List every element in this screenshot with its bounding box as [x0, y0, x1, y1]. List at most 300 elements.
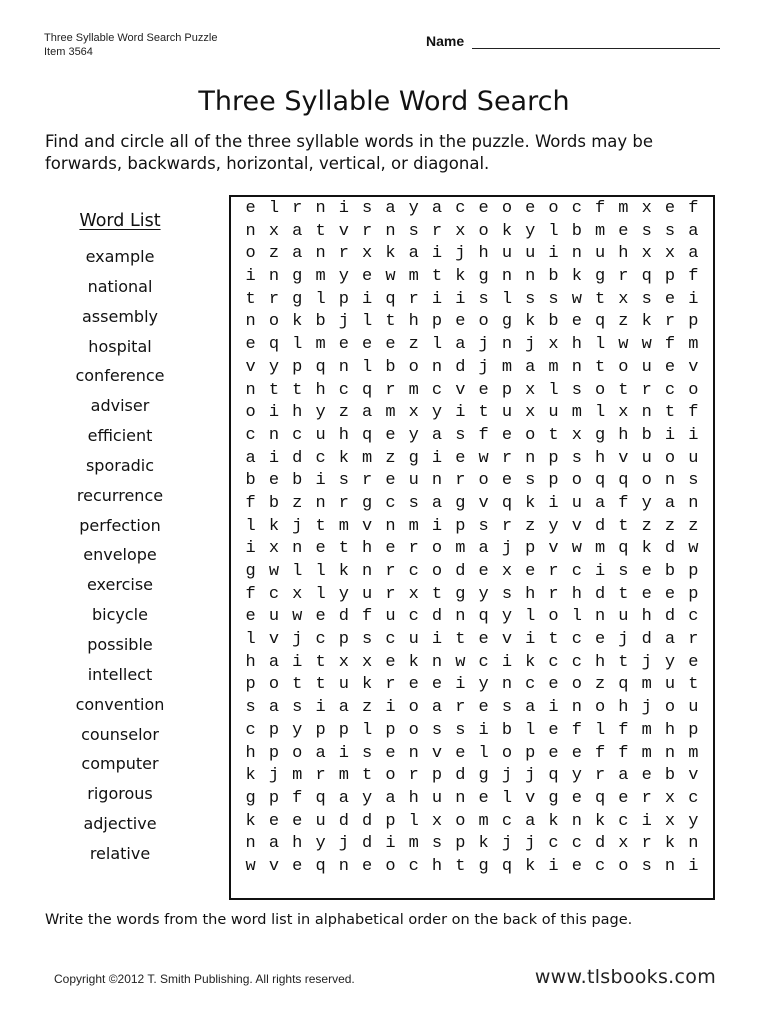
grid-letter[interactable]: e [664, 584, 676, 604]
grid-letter[interactable]: e [362, 856, 373, 876]
grid-letter[interactable]: t [455, 630, 466, 650]
grid-letter[interactable]: c [571, 199, 582, 218]
grid-letter[interactable]: m [688, 335, 699, 355]
grid-letter[interactable]: o [408, 357, 419, 377]
grid-letter[interactable]: r [501, 516, 513, 536]
grid-letter[interactable]: p [245, 675, 256, 695]
grid-letter[interactable]: e [385, 471, 396, 491]
grid-letter[interactable]: t [431, 267, 443, 287]
grid-letter[interactable]: o [408, 698, 419, 718]
grid-letter[interactable]: s [571, 448, 582, 468]
grid-letter[interactable]: s [618, 562, 629, 581]
grid-letter[interactable]: c [408, 562, 419, 581]
grid-letter[interactable]: j [501, 539, 513, 559]
grid-letter[interactable]: c [688, 607, 699, 627]
grid-letter[interactable]: v [455, 380, 466, 400]
grid-letter[interactable]: p [688, 720, 699, 740]
grid-letter[interactable]: w [641, 335, 652, 355]
grid-letter[interactable]: g [408, 448, 419, 468]
grid-letter[interactable]: u [641, 357, 652, 377]
grid-letter[interactable]: d [664, 607, 676, 627]
grid-letter[interactable]: o [571, 471, 582, 491]
grid-letter[interactable]: s [525, 471, 536, 491]
grid-letter[interactable]: k [525, 652, 536, 672]
grid-letter[interactable]: j [478, 335, 489, 355]
grid-letter[interactable]: k [385, 244, 396, 264]
grid-letter[interactable]: q [595, 312, 606, 332]
grid-letter[interactable]: e [408, 675, 419, 695]
grid-letter[interactable]: g [245, 788, 256, 808]
grid-letter[interactable]: i [501, 652, 513, 672]
grid-letter[interactable]: i [245, 539, 256, 559]
grid-letter[interactable]: e [385, 652, 396, 672]
grid-letter[interactable]: h [618, 425, 629, 445]
grid-letter[interactable]: d [455, 766, 466, 786]
grid-letter[interactable]: a [595, 493, 606, 513]
grid-letter[interactable]: k [268, 516, 280, 536]
grid-letter[interactable]: m [408, 834, 419, 854]
grid-letter[interactable]: t [618, 584, 629, 604]
grid-letter[interactable]: r [338, 244, 349, 264]
grid-letter[interactable]: z [641, 516, 652, 536]
grid-letter[interactable]: e [664, 199, 676, 218]
grid-letter[interactable]: o [595, 698, 606, 718]
grid-letter[interactable]: f [664, 335, 676, 355]
grid-letter[interactable]: i [525, 630, 536, 650]
grid-letter[interactable]: e [431, 675, 443, 695]
grid-letter[interactable]: y [338, 267, 349, 287]
grid-letter[interactable]: a [688, 244, 699, 264]
grid-letter[interactable]: j [618, 630, 629, 650]
grid-letter[interactable]: r [431, 221, 443, 241]
grid-letter[interactable]: h [362, 539, 373, 559]
grid-letter[interactable]: a [431, 199, 443, 218]
grid-letter[interactable]: h [618, 244, 629, 264]
grid-letter[interactable]: f [688, 403, 699, 423]
grid-letter[interactable]: f [688, 267, 699, 287]
grid-letter[interactable]: a [664, 630, 676, 650]
grid-letter[interactable]: t [292, 675, 303, 695]
grid-letter[interactable]: c [245, 720, 256, 740]
grid-letter[interactable]: l [362, 720, 373, 740]
grid-letter[interactable]: g [245, 562, 256, 581]
grid-letter[interactable]: u [431, 788, 443, 808]
grid-letter[interactable]: e [595, 630, 606, 650]
grid-letter[interactable]: e [641, 562, 652, 581]
grid-letter[interactable]: m [408, 380, 419, 400]
grid-letter[interactable]: k [525, 493, 536, 513]
grid-letter[interactable]: u [315, 811, 326, 831]
grid-letter[interactable]: i [455, 675, 466, 695]
grid-letter[interactable]: p [548, 448, 559, 468]
grid-letter[interactable]: e [501, 425, 513, 445]
grid-letter[interactable]: q [618, 539, 629, 559]
grid-letter[interactable]: u [315, 425, 326, 445]
grid-letter[interactable]: u [688, 448, 699, 468]
grid-letter[interactable]: c [478, 652, 489, 672]
grid-letter[interactable]: j [525, 834, 536, 854]
grid-letter[interactable]: c [385, 630, 396, 650]
grid-letter[interactable]: j [501, 834, 513, 854]
grid-letter[interactable]: x [641, 244, 652, 264]
grid-letter[interactable]: r [385, 584, 396, 604]
grid-letter[interactable]: o [664, 698, 676, 718]
grid-letter[interactable]: a [431, 493, 443, 513]
grid-letter[interactable]: j [525, 335, 536, 355]
grid-letter[interactable]: l [595, 403, 606, 423]
grid-letter[interactable]: a [292, 244, 303, 264]
grid-letter[interactable]: l [245, 516, 256, 536]
grid-letter[interactable]: y [408, 199, 419, 218]
grid-letter[interactable]: s [501, 698, 513, 718]
grid-letter[interactable]: z [338, 403, 349, 423]
grid-letter[interactable]: i [664, 425, 676, 445]
grid-letter[interactable]: n [455, 607, 466, 627]
grid-letter[interactable]: r [362, 471, 373, 491]
grid-letter[interactable]: e [385, 425, 396, 445]
grid-letter[interactable]: z [292, 493, 303, 513]
grid-letter[interactable]: g [595, 425, 606, 445]
grid-letter[interactable]: q [362, 425, 373, 445]
grid-letter[interactable]: h [338, 425, 349, 445]
grid-letter[interactable]: b [664, 562, 676, 581]
grid-letter[interactable]: j [641, 698, 652, 718]
grid-letter[interactable]: e [501, 471, 513, 491]
grid-letter[interactable]: b [385, 357, 396, 377]
grid-letter[interactable]: t [618, 652, 629, 672]
grid-letter[interactable]: k [525, 312, 536, 332]
grid-letter[interactable]: v [268, 856, 280, 876]
grid-letter[interactable]: h [408, 788, 419, 808]
grid-letter[interactable]: v [362, 516, 373, 536]
grid-letter[interactable]: o [688, 380, 699, 400]
grid-letter[interactable]: q [548, 766, 559, 786]
grid-letter[interactable]: t [245, 289, 256, 309]
grid-letter[interactable]: m [362, 448, 373, 468]
grid-letter[interactable]: e [362, 267, 373, 287]
grid-letter[interactable]: m [338, 766, 349, 786]
grid-letter[interactable]: r [688, 630, 699, 650]
grid-letter[interactable]: h [245, 652, 256, 672]
grid-letter[interactable]: n [431, 471, 443, 491]
grid-letter[interactable]: f [245, 584, 256, 604]
grid-letter[interactable]: p [315, 720, 326, 740]
grid-letter[interactable]: w [571, 289, 582, 309]
grid-letter[interactable]: r [501, 448, 513, 468]
grid-letter[interactable]: r [664, 312, 676, 332]
grid-letter[interactable]: i [431, 516, 443, 536]
grid-letter[interactable]: o [385, 766, 396, 786]
grid-letter[interactable]: d [595, 584, 606, 604]
grid-letter[interactable]: g [362, 493, 373, 513]
grid-letter[interactable]: h [595, 652, 606, 672]
grid-letter[interactable]: x [525, 380, 536, 400]
grid-letter[interactable]: a [664, 493, 676, 513]
grid-letter[interactable]: a [268, 834, 280, 854]
grid-letter[interactable]: m [478, 811, 489, 831]
grid-letter[interactable]: b [315, 312, 326, 332]
grid-letter[interactable]: y [641, 493, 652, 513]
grid-letter[interactable]: i [338, 199, 349, 218]
grid-letter[interactable]: a [688, 221, 699, 241]
grid-letter[interactable]: m [641, 675, 652, 695]
grid-letter[interactable]: q [478, 607, 489, 627]
grid-letter[interactable]: p [688, 562, 699, 581]
grid-letter[interactable]: m [292, 766, 303, 786]
grid-letter[interactable]: e [478, 380, 489, 400]
grid-letter[interactable]: f [595, 743, 606, 763]
grid-letter[interactable]: e [455, 312, 466, 332]
grid-letter[interactable]: p [338, 289, 349, 309]
grid-letter[interactable]: n [315, 199, 326, 218]
grid-letter[interactable]: j [501, 766, 513, 786]
grid-letter[interactable]: y [431, 403, 443, 423]
grid-letter[interactable]: t [431, 584, 443, 604]
grid-letter[interactable]: e [478, 562, 489, 581]
grid-letter[interactable]: h [245, 743, 256, 763]
grid-letter[interactable]: m [501, 357, 513, 377]
grid-letter[interactable]: r [315, 766, 326, 786]
grid-letter[interactable]: e [664, 289, 676, 309]
grid-letter[interactable]: c [315, 630, 326, 650]
grid-letter[interactable]: f [245, 493, 256, 513]
grid-letter[interactable]: a [455, 335, 466, 355]
grid-letter[interactable]: e [362, 335, 373, 355]
grid-letter[interactable]: y [501, 607, 513, 627]
grid-letter[interactable]: j [338, 312, 349, 332]
grid-letter[interactable]: x [362, 244, 373, 264]
grid-letter[interactable]: s [688, 471, 699, 491]
grid-letter[interactable]: o [548, 199, 559, 218]
grid-letter[interactable]: e [548, 675, 559, 695]
grid-letter[interactable]: e [315, 607, 326, 627]
grid-letter[interactable]: y [315, 834, 326, 854]
grid-letter[interactable]: u [688, 698, 699, 718]
grid-letter[interactable]: o [571, 675, 582, 695]
grid-letter[interactable]: k [641, 312, 652, 332]
grid-letter[interactable]: g [478, 766, 489, 786]
grid-letter[interactable]: k [455, 267, 466, 287]
grid-letter[interactable]: i [688, 289, 699, 309]
grid-letter[interactable]: b [641, 425, 652, 445]
grid-letter[interactable]: n [338, 856, 349, 876]
grid-letter[interactable]: p [338, 630, 349, 650]
grid-letter[interactable]: m [338, 516, 349, 536]
grid-letter[interactable]: q [641, 267, 652, 287]
grid-letter[interactable]: a [268, 698, 280, 718]
grid-letter[interactable]: o [501, 199, 513, 218]
grid-letter[interactable]: e [292, 811, 303, 831]
grid-letter[interactable]: x [664, 244, 676, 264]
grid-letter[interactable]: q [501, 856, 513, 876]
grid-letter[interactable]: c [571, 630, 582, 650]
grid-letter[interactable]: i [385, 698, 396, 718]
grid-letter[interactable]: d [362, 811, 373, 831]
grid-letter[interactable]: n [245, 380, 256, 400]
grid-letter[interactable]: a [618, 766, 629, 786]
grid-letter[interactable]: h [664, 720, 676, 740]
grid-letter[interactable]: x [408, 584, 419, 604]
grid-letter[interactable]: c [268, 584, 280, 604]
grid-letter[interactable]: t [455, 856, 466, 876]
grid-letter[interactable]: q [315, 788, 326, 808]
grid-letter[interactable]: z [595, 675, 606, 695]
grid-letter[interactable]: b [268, 493, 280, 513]
grid-letter[interactable]: n [431, 652, 443, 672]
grid-letter[interactable]: p [688, 584, 699, 604]
grid-letter[interactable]: i [431, 244, 443, 264]
grid-letter[interactable]: w [385, 267, 396, 287]
grid-letter[interactable]: n [501, 267, 513, 287]
grid-letter[interactable]: p [525, 743, 536, 763]
grid-letter[interactable]: l [478, 743, 489, 763]
grid-letter[interactable]: a [385, 199, 396, 218]
grid-letter[interactable]: s [245, 698, 256, 718]
grid-letter[interactable]: w [478, 448, 489, 468]
grid-letter[interactable]: c [688, 788, 699, 808]
grid-letter[interactable]: p [688, 312, 699, 332]
grid-letter[interactable]: b [245, 471, 256, 491]
grid-letter[interactable]: a [525, 698, 536, 718]
grid-letter[interactable]: x [431, 811, 443, 831]
grid-letter[interactable]: u [595, 244, 606, 264]
grid-letter[interactable]: o [292, 743, 303, 763]
grid-letter[interactable]: i [315, 698, 326, 718]
grid-letter[interactable]: i [292, 652, 303, 672]
grid-letter[interactable]: o [664, 448, 676, 468]
grid-letter[interactable]: b [548, 267, 559, 287]
grid-letter[interactable]: w [455, 652, 466, 672]
grid-letter[interactable]: x [571, 425, 582, 445]
grid-letter[interactable]: f [362, 607, 373, 627]
grid-letter[interactable]: e [478, 788, 489, 808]
grid-letter[interactable]: q [618, 675, 629, 695]
grid-letter[interactable]: i [338, 743, 349, 763]
grid-letter[interactable]: r [641, 380, 652, 400]
grid-letter[interactable]: s [455, 720, 466, 740]
grid-letter[interactable]: y [408, 425, 419, 445]
grid-letter[interactable]: b [501, 720, 513, 740]
grid-letter[interactable]: v [548, 539, 559, 559]
grid-letter[interactable]: m [595, 221, 606, 241]
grid-letter[interactable]: u [338, 675, 349, 695]
grid-letter[interactable]: s [641, 289, 652, 309]
grid-letter[interactable]: i [478, 720, 489, 740]
grid-letter[interactable]: c [571, 652, 582, 672]
grid-letter[interactable]: e [525, 562, 536, 581]
grid-letter[interactable]: x [455, 221, 466, 241]
grid-letter[interactable]: t [688, 675, 699, 695]
grid-letter[interactable]: y [362, 788, 373, 808]
grid-letter[interactable]: y [688, 811, 699, 831]
grid-letter[interactable]: w [571, 539, 582, 559]
grid-letter[interactable]: i [268, 403, 280, 423]
grid-letter[interactable]: c [548, 652, 559, 672]
grid-letter[interactable]: z [408, 335, 419, 355]
grid-letter[interactable]: t [385, 312, 396, 332]
grid-letter[interactable]: i [688, 425, 699, 445]
grid-letter[interactable]: o [501, 743, 513, 763]
grid-letter[interactable]: n [268, 425, 280, 445]
grid-letter[interactable]: t [664, 403, 676, 423]
grid-letter[interactable]: s [525, 289, 536, 309]
grid-letter[interactable]: z [525, 516, 536, 536]
grid-letter[interactable]: c [431, 380, 443, 400]
grid-letter[interactable]: c [571, 562, 582, 581]
grid-letter[interactable]: p [385, 811, 396, 831]
grid-letter[interactable]: a [525, 357, 536, 377]
grid-letter[interactable]: e [571, 788, 582, 808]
grid-letter[interactable]: a [292, 221, 303, 241]
grid-letter[interactable]: k [245, 811, 256, 831]
grid-letter[interactable]: e [478, 630, 489, 650]
grid-letter[interactable]: a [338, 698, 349, 718]
grid-letter[interactable]: a [525, 811, 536, 831]
grid-letter[interactable]: e [664, 357, 676, 377]
grid-letter[interactable]: q [595, 788, 606, 808]
grid-letter[interactable]: j [525, 766, 536, 786]
grid-letter[interactable]: a [362, 403, 373, 423]
grid-letter[interactable]: e [268, 811, 280, 831]
grid-letter[interactable]: n [385, 221, 396, 241]
grid-letter[interactable]: x [664, 811, 676, 831]
grid-letter[interactable]: k [595, 811, 606, 831]
grid-letter[interactable]: u [618, 607, 629, 627]
grid-letter[interactable]: j [338, 834, 349, 854]
grid-letter[interactable]: f [595, 199, 606, 218]
grid-letter[interactable]: d [338, 607, 349, 627]
grid-letter[interactable]: q [362, 380, 373, 400]
grid-letter[interactable]: u [525, 244, 536, 264]
grid-letter[interactable]: h [315, 380, 326, 400]
grid-letter[interactable]: n [245, 834, 256, 854]
grid-letter[interactable]: m [618, 199, 629, 218]
grid-letter[interactable]: x [362, 652, 373, 672]
grid-letter[interactable]: p [268, 788, 280, 808]
grid-letter[interactable]: p [455, 516, 466, 536]
grid-letter[interactable]: k [245, 766, 256, 786]
grid-letter[interactable]: u [408, 471, 419, 491]
grid-letter[interactable]: i [431, 289, 443, 309]
grid-letter[interactable]: x [501, 562, 513, 581]
grid-letter[interactable]: i [455, 403, 466, 423]
grid-letter[interactable]: e [618, 788, 629, 808]
grid-letter[interactable]: w [268, 562, 280, 581]
grid-letter[interactable]: v [571, 516, 582, 536]
grid-letter[interactable]: o [408, 720, 419, 740]
grid-letter[interactable]: n [245, 221, 256, 241]
grid-letter[interactable]: x [292, 584, 303, 604]
grid-letter[interactable]: i [641, 811, 652, 831]
grid-letter[interactable]: w [245, 856, 256, 876]
grid-letter[interactable]: a [245, 448, 256, 468]
grid-letter[interactable]: c [245, 425, 256, 445]
grid-letter[interactable]: w [688, 539, 699, 559]
grid-letter[interactable]: k [664, 834, 676, 854]
grid-letter[interactable]: s [338, 471, 349, 491]
grid-letter[interactable]: o [478, 471, 489, 491]
grid-letter[interactable]: q [385, 289, 396, 309]
grid-letter[interactable]: l [245, 630, 256, 650]
grid-letter[interactable]: e [688, 652, 699, 672]
grid-letter[interactable]: c [455, 199, 466, 218]
grid-letter[interactable]: s [548, 289, 559, 309]
grid-letter[interactable]: x [664, 788, 676, 808]
grid-letter[interactable]: u [408, 630, 419, 650]
grid-letter[interactable]: d [455, 357, 466, 377]
grid-letter[interactable]: o [455, 811, 466, 831]
grid-letter[interactable]: a [315, 743, 326, 763]
